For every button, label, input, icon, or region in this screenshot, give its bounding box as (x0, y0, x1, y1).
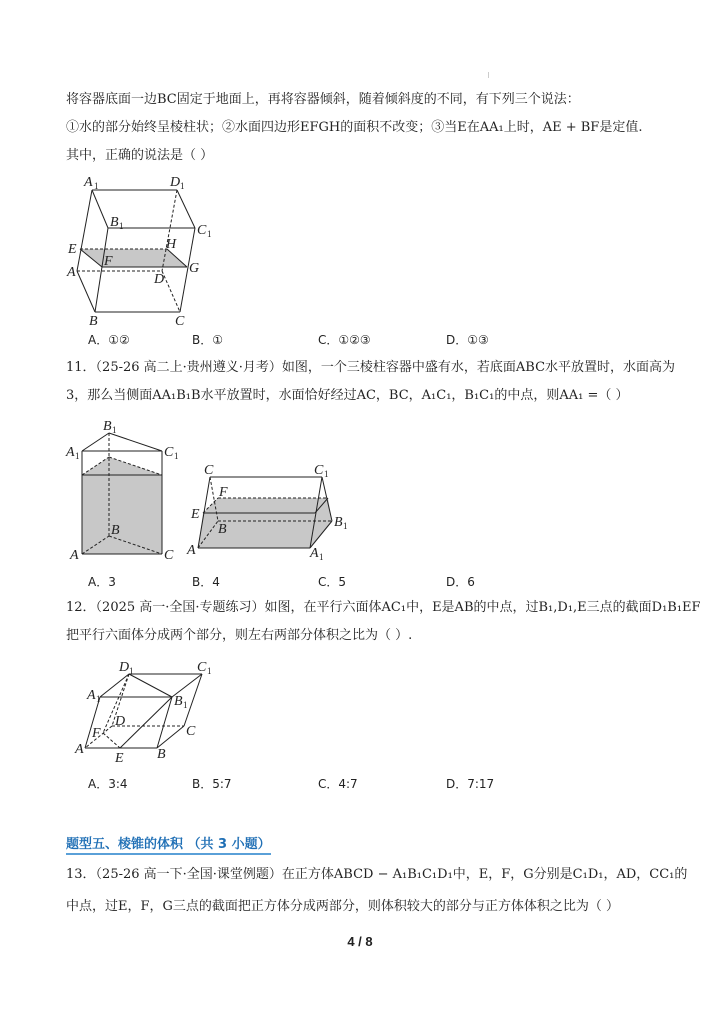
label-C1-sub: 1 (207, 229, 212, 239)
label-B1-sub: 1 (183, 700, 188, 710)
page-number: 4 / 8 (347, 934, 373, 949)
label-G: G (189, 261, 200, 276)
q10-figure (77, 190, 195, 312)
q11-line2: 3，那么当侧面AA₁B₁B水平放置时，水面恰好经过AC，BC，A₁C₁，B₁C₁的中点，则AA₁ =（ ） (66, 388, 629, 403)
label-B: B (218, 522, 227, 537)
q11-line1: 11．（25-26 高二上·贵州遵义·月考）如图，一个三棱柱容器中盛有水，若底面ABC水平放置时，水面高为 (66, 360, 676, 375)
q11-figure1 (82, 433, 162, 554)
label-F: F (92, 726, 101, 741)
q11-water-top2 (203, 498, 328, 513)
q13-line2: 中点，过E，F，G三点的截面把正方体分成两部分，则体积较大的部分与正方体体积之比为（ ） (66, 899, 620, 914)
label-C1: C (197, 223, 207, 238)
label-B1-sub: 1 (112, 425, 117, 435)
label-C1: C (197, 660, 207, 675)
label-D: D (154, 272, 165, 287)
label-A: A (67, 265, 76, 280)
label-B1-sub: 1 (343, 521, 348, 531)
label-D1: D (170, 175, 181, 190)
label-C1: C (164, 445, 174, 460)
q12-option-c[interactable]: C．4:7 (318, 777, 358, 791)
label-A: A (187, 543, 196, 558)
label-A1: A (310, 546, 319, 561)
label-B: B (89, 314, 98, 329)
label-C1: C (314, 463, 324, 478)
q10-line3: 其中，正确的说法是（ ） (66, 148, 214, 163)
label-C: C (164, 548, 174, 563)
label-B: B (111, 523, 120, 538)
q12-figure (85, 674, 202, 748)
q12-option-d[interactable]: D．7:17 (446, 777, 495, 791)
label-C: C (175, 314, 185, 329)
label-C: C (204, 463, 214, 478)
q10-line2: ①水的部分始终呈棱柱状；②水面四边形EFGH的面积不改变；③当E在AA₁上时，AE + BF是定值. (66, 120, 643, 135)
label-A1-sub: 1 (319, 552, 324, 562)
label-A1: A (66, 445, 75, 460)
q10-option-a[interactable]: A．①② (88, 333, 130, 347)
label-C1-sub: 1 (324, 469, 329, 479)
q11-water-side (198, 513, 315, 548)
label-E: E (115, 751, 124, 766)
section-heading[interactable]: 题型五、棱锥的体积 （共 3 小题） (66, 833, 271, 855)
label-H: H (166, 237, 177, 252)
q11-option-b[interactable]: B．4 (192, 575, 220, 589)
label-B1: B (174, 694, 183, 709)
q12-option-a[interactable]: A．3:4 (88, 777, 128, 791)
q13-line1: 13．（25-26 高一下·全国·课堂例题）在正方体ABCD − A₁B₁C₁D₁中，E，F，G分别是C₁D₁，AD，CC₁的 (66, 867, 688, 882)
label-B1-sub: 1 (119, 221, 124, 231)
q10-line1: 将容器底面一边BC固定于地面上，再将容器倾斜，随着倾斜度的不同，有下列三个说法： (66, 92, 580, 107)
label-A: A (75, 742, 84, 757)
q11-option-c[interactable]: C．5 (318, 575, 347, 589)
label-A: A (70, 548, 79, 563)
label-D1-sub: 1 (180, 181, 185, 191)
q10-option-b[interactable]: B．① (192, 333, 223, 347)
q12-line2: 把平行六面体分成两个部分，则左右两部分体积之比为（ ）. (66, 628, 413, 643)
q11-water-front (82, 475, 162, 554)
label-B1: B (334, 515, 343, 530)
label-A1: A (87, 688, 96, 703)
label-D: D (115, 714, 126, 729)
label-A1: A (84, 175, 93, 190)
label-C: C (186, 724, 196, 739)
label-F: F (104, 254, 113, 269)
label-B1: B (110, 215, 119, 230)
q12-figure-labels (74, 660, 212, 766)
q11-water-top (82, 457, 162, 475)
label-C1-sub: 1 (207, 666, 212, 676)
q12-option-b[interactable]: B．5:7 (192, 777, 232, 791)
label-F: F (219, 485, 228, 500)
label-B: B (157, 747, 166, 762)
label-B1: B (103, 419, 112, 434)
q11-option-d[interactable]: D．6 (446, 575, 475, 589)
label-A1-sub: 1 (94, 181, 99, 191)
label-C1-sub: 1 (174, 451, 179, 461)
label-E: E (68, 242, 77, 257)
label-A1-sub: 1 (96, 694, 101, 704)
label-D1-sub: 1 (129, 666, 134, 676)
q12-line1: 12．（2025 高一·全国·专题练习）如图，在平行六面体AC₁中，E是AB的中点，过B₁,D₁,E三点的截面D₁B₁EF (66, 600, 701, 615)
q10-option-d[interactable]: D．①③ (446, 333, 489, 347)
q10-option-c[interactable]: C．①②③ (318, 333, 371, 347)
label-A1-sub: 1 (75, 451, 80, 461)
label-E: E (191, 507, 200, 522)
label-D1: D (119, 660, 130, 675)
q11-option-a[interactable]: A．3 (88, 575, 116, 589)
